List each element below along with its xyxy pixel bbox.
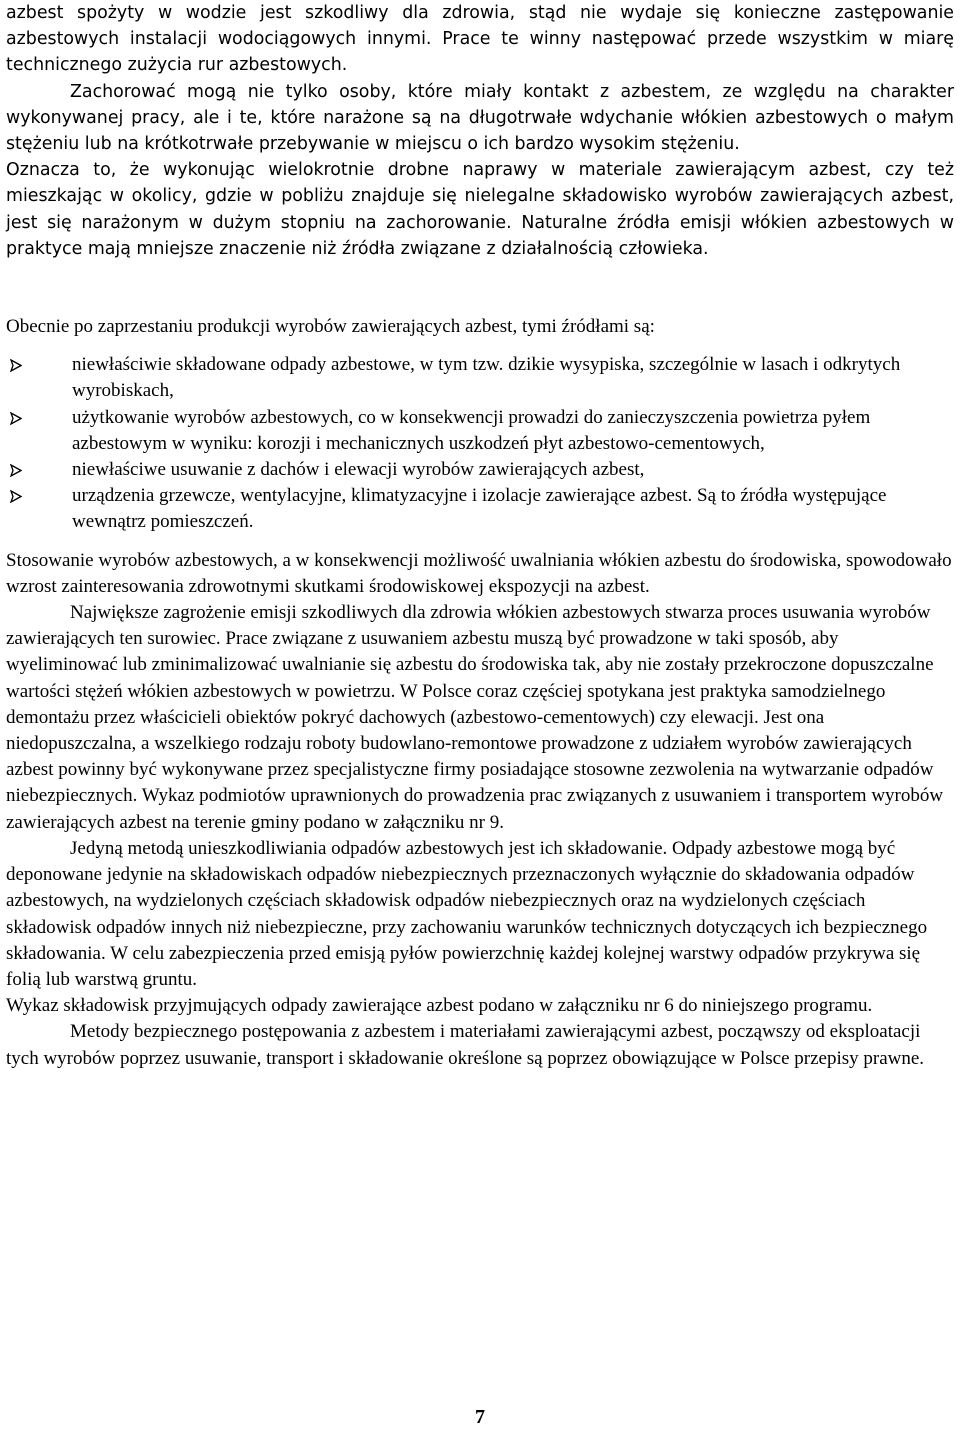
intro-paragraph-3: Oznacza to, że wykonując wielokrotnie drobne naprawy w materiale zawierającym azbest, czy też mieszkając w okolicy, gdzie w pobliżu znajduje się nielegalne składowisko wyrobów zawierających azbest, jest się narażonym w dużym stopniu na zachorowanie. Naturalne źródła emisji włókien azbestowych w praktyce mają mniejsze znaczenie niż źródła związane z działalnością człowieka. xyxy=(6,160,954,259)
arrow-bullet-icon xyxy=(10,412,22,425)
list-item xyxy=(6,405,954,457)
page-number: 7 xyxy=(475,1406,485,1428)
body-paragraph-5: Metody bezpiecznego postępowania z azbestem i materiałami zawierającymi azbest, począwszy od eksploatacji tych wyrobów poprzez usuwanie, transport i składowanie określone są poprzez obowiązujące w Polsce przepisy prawne. xyxy=(6,1021,925,1069)
list-item-text: niewłaściwe usuwanie z dachów i elewacji wyrobów zawierających azbest, xyxy=(72,459,645,481)
body-paragraph-2: Największe zagrożenie emisji szkodliwych dla zdrowia włókien azbestowych stwarza proces usuwania wyrobów zawierających ten surowiec. Prace związane z usuwaniem azbestu muszą być prowadzone w taki sposób, aby wyeliminować lub zminimalizować uwalnianie się azbestu do środowiska tak, aby nie zostały przekroczone dopuszczalne wartości stężeń włókien azbestowych w powietrzu. W Polsce coraz częściej spotykana jest praktyka samodzielnego demontażu przez właścicieli obiektów pokryć dachowych (azbestowo-cementowych) czy elewacji. Jest ona niedopuszczalna, a wszelkiego rodzaju roboty budowlano-remontowe prowadzone z udziałem wyrobów zawierających azbest powinny być wykonywane przez specjalistyczne firmy posiadające stosowne zezwolenia na wytwarzanie odpadów niebezpiecznych. Wykaz podmiotów uprawnionych do prowadzenia prac związanych z usuwaniem i transportem wyrobów zawierających azbest na terenie gminy podano w załączniku nr 9. xyxy=(6,602,944,833)
document-page xyxy=(6,0,954,1072)
sources-list xyxy=(6,352,954,535)
intro-paragraph-2: Zachorować mogą nie tylko osoby, które miały kontakt z azbestem, ze względu na charakter wykonywanej pracy, ale i te, które narażone są na długotrwałe wdychanie włókien azbestowych o małym stężeniu lub na krótkotrwałe przebywanie w miejscu o ich bardzo wysokim stężeniu. xyxy=(6,81,954,155)
list-item xyxy=(6,483,954,535)
arrow-bullet-icon xyxy=(10,490,22,503)
body-paragraph-1: Stosowanie wyrobów azbestowych, a w konsekwencji możliwość uwalniania włókien azbestu do środowiska, spowodowało wzrost zainteresowania zdrowotnymi skutkami środowiskowej ekspozycji na azbest. xyxy=(6,549,952,597)
list-item xyxy=(6,352,954,404)
arrow-bullet-icon xyxy=(10,359,22,372)
intro-block xyxy=(6,0,954,262)
sources-heading: Obecnie po zaprzestaniu produkcji wyrobów zawierających azbest, tymi źródłami są: xyxy=(6,316,655,338)
intro-paragraph-1: azbest spożyty w wodzie jest szkodliwy dla zdrowia, stąd nie wydaje się konieczne zastępowanie azbestowych instalacji wodociągowych innymi. Prace te winny następować przede wszystkim w miarę technicznego zużycia rur azbestowych. xyxy=(6,3,954,76)
body-paragraph-4: Wykaz składowisk przyjmujących odpady zawierające azbest podano w załączniku nr 6 do niniejszego programu. xyxy=(6,995,873,1017)
spacer xyxy=(6,340,954,352)
spacer xyxy=(6,536,954,548)
list-item-text: użytkowanie wyrobów azbestowych, co w konsekwencji prowadzi do zanieczyszczenia powietrza pyłem azbestowym w wyniku: korozji i mechanicznych uszkodzeń płyt azbestowo-cementowych, xyxy=(72,406,871,454)
arrow-bullet-icon xyxy=(10,464,22,477)
body-paragraph-3: Jedyną metodą unieszkodliwiania odpadów azbestowych jest ich składowanie. Odpady azbestowe mogą być deponowane jedynie na składowiskach odpadów niebezpiecznych przeznaczonych wyłącznie do składowania odpadów azbestowych, na wydzielonych częściach składowisk odpadów niebezpiecznych oraz na wydzielonych częściach składowisk odpadów innych niż niebezpieczne, przy zachowaniu warunków technicznych dotyczących ich bezpiecznego składowania. W celu zabezpieczenia przed emisją pyłów powierzchnię każdej kolejnej warstwy odpadów przykrywa się folią lub warstwą gruntu. xyxy=(6,837,928,990)
list-item-text: urządzenia grzewcze, wentylacyjne, klimatyzacyjne i izolacje zawierające azbest. Są to źródła występujące wewnątrz pomieszczeń. xyxy=(72,485,887,533)
spacer xyxy=(6,262,954,314)
list-item-text: niewłaściwie składowane odpady azbestowe, w tym tzw. dzikie wysypiska, szczególnie w lasach i odkrytych wyrobiskach, xyxy=(72,354,901,402)
list-item xyxy=(6,457,954,483)
